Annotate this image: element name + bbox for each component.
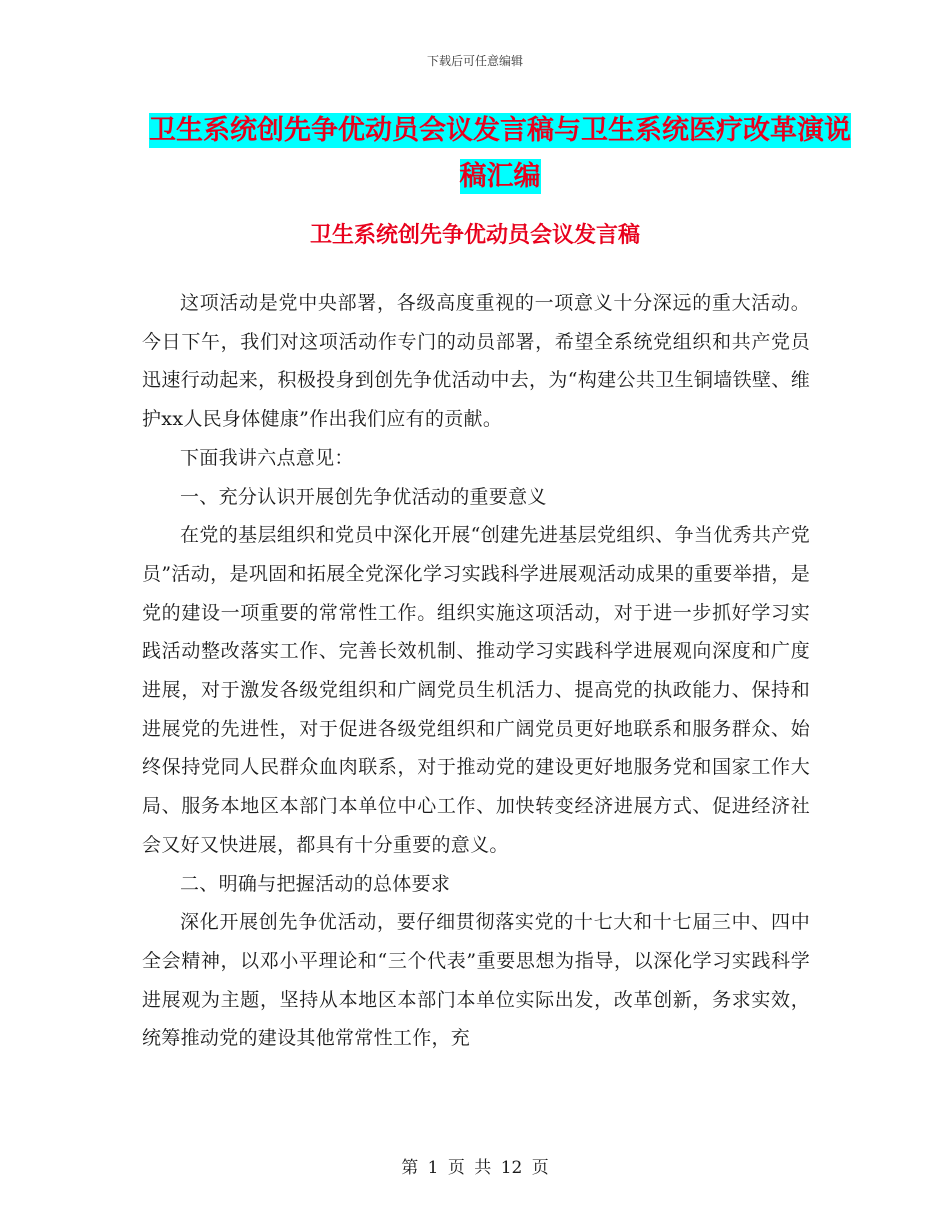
paragraph: 一、充分认识开展创先争优活动的重要意义 xyxy=(180,485,547,508)
paragraph: 深化开展创先争优活动，要仔细贯彻落实党的十七大和十七届三中、四中全会精神，以邓小平理论和“三个代表”重要思想为指导，以深化学习实践科学进展观为主题，坚持从本地区本部门本单位实际出发，改革创新，务求实效，统筹推动党的建设其他常常性工作，充 xyxy=(142,911,810,1050)
page-footer: 第 1 页 共 12 页 xyxy=(401,1158,549,1178)
body-text xyxy=(142,284,810,1058)
header-note: 下载后可任意编辑 xyxy=(426,54,523,68)
section-title: 卫生系统创先争优动员会议发言稿 xyxy=(309,223,640,248)
paragraph: 这项活动是党中央部署，各级高度重视的一项意义十分深远的重大活动。今日下午，我们对这项活动作专门的动员部署，希望全系统党组织和共产党员迅速行动起来，积极投身到创先争优活动中去，为“构建公共卫生铜墙铁壁、维护xx人民身体健康”作出我们应有的贡献。 xyxy=(142,292,810,431)
paragraph: 下面我讲六点意见： xyxy=(180,446,354,469)
main-title-highlight: 卫生系统创先争优动员会议发言稿与卫生系统医疗改革演说稿汇编 xyxy=(149,115,851,192)
main-title xyxy=(140,108,860,200)
paragraph: 二、明确与把握活动的总体要求 xyxy=(180,872,451,895)
paragraph: 在党的基层组织和党员中深化开展“创建先进基层党组织、争当优秀共产党员”活动，是巩固和拓展全党深化学习实践科学进展观活动成果的重要举措，是党的建设一项重要的常常性工作。组织实施这项活动，对于进一步抓好学习实践活动整改落实工作、完善长效机制、推动学习实践科学进展观向深度和广度进展，对于激发各级党组织和广阔党员生机活力、提高党的执政能力、保持和进展党的先进性，对于促进各级党组织和广阔党员更好地联系和服务群众、始终保持党同人民群众血肉联系，对于推动党的建设更好地服务党和国家工作大局、服务本地区本部门本单位中心工作、加快转变经济进展方式、促进经济社会又好又快进展，都具有十分重要的意义。 xyxy=(142,524,810,856)
